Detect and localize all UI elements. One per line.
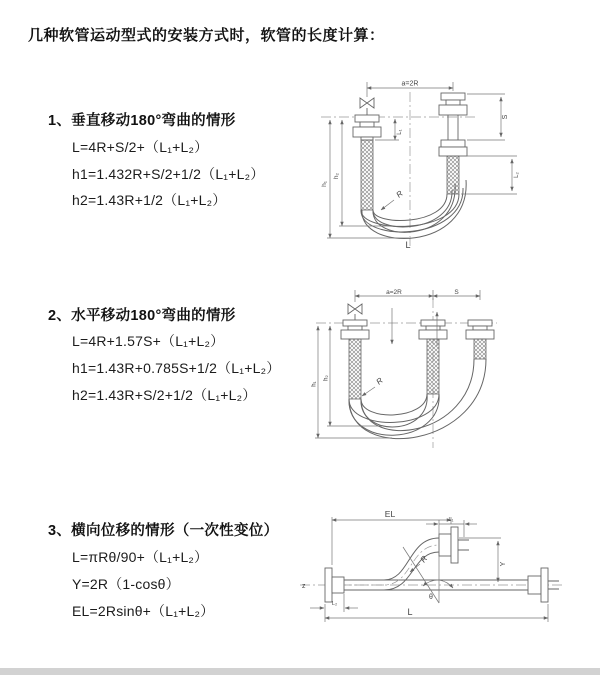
d1-length-label: L [405, 240, 411, 250]
section-3-formula-L: L=πRθ/90+（L₁+L₂） [72, 549, 209, 565]
upper-flange [439, 527, 469, 563]
d1-dim-h2-label: h₂ [333, 172, 340, 180]
braided-hose-sections [349, 339, 486, 399]
d3-dim-y-label: Y [500, 561, 507, 567]
page-bottom-border [0, 668, 600, 675]
left-pipe-fitting [353, 115, 381, 140]
d3-radius-label: R [418, 554, 430, 565]
valve-icon [360, 98, 374, 115]
section-2-formula-h1: h1=1.43R+0.785S+1/2（L₁+L₂） [72, 360, 281, 376]
d2-dim-s-label: S [454, 289, 459, 296]
d3-dim-l1-label: L₁ [448, 517, 454, 523]
d2-dim-h2-label: h₂ [323, 375, 330, 381]
dim-y [459, 538, 501, 582]
d1-dim-h1-label: h₁ [321, 181, 328, 187]
radius-leader [362, 387, 375, 396]
section-2-formula-L: L=4R+1.57S+（L₁+L₂） [72, 333, 225, 349]
d1-radius-label: R [394, 188, 405, 200]
pipe-fittings [341, 320, 494, 339]
d1-dim-a-label: a=2R [401, 80, 419, 88]
d1-dim-l2-label: L₂ [514, 172, 520, 178]
centerline-mark: z [302, 583, 306, 590]
d1-dim-l1-label: L₁ [397, 129, 403, 135]
diagram-lateral-displacement [298, 508, 593, 638]
d3-length-label: L [407, 607, 413, 617]
d2-dim-a-label: a=2R [386, 289, 402, 296]
d3-angle-label: θ [429, 594, 433, 601]
right-pipe-fitting [439, 93, 467, 156]
section-3-formula-EL: EL=2Rsinθ+（L₁+L₂） [72, 603, 215, 619]
dim-l2 [461, 156, 517, 194]
diagram-vertical-180-bend [315, 76, 530, 256]
d1-dim-s-label: S [502, 114, 509, 120]
diagram-horizontal-180-bend [312, 286, 530, 458]
d2-dim-h1-label: h₁ [311, 381, 318, 387]
section-1-heading: 1、垂直移动180°弯曲的情形 [48, 113, 236, 129]
hose-arcs [349, 359, 486, 439]
right-braided-hose [447, 156, 459, 194]
d2-radius-label: R [374, 375, 385, 387]
angle-construction [403, 520, 453, 603]
section-2-heading: 2、水平移动180°弯曲的情形 [48, 308, 236, 324]
section-1-formula-L: L=4R+S/2+（L₁+L₂） [72, 139, 209, 155]
page-title: 几种软管运动型式的安装方式时，软管的长度计算： [28, 27, 385, 44]
left-flange [325, 568, 344, 602]
dim-a2r [355, 290, 480, 302]
d3-dim-l2-label: L₂ [331, 601, 338, 607]
left-braided-hose [361, 140, 373, 210]
radius-leader [381, 200, 394, 210]
valve-icon [348, 304, 362, 320]
section-2-formula-h2: h2=1.43R+S/2+1/2（L₁+L₂） [72, 387, 257, 403]
section-1-formula-h2: h2=1.43R+1/2（L₁+L₂） [72, 192, 227, 208]
section-1-formula-h1: h1=1.432R+S/2+1/2（L₁+L₂） [72, 166, 265, 182]
d3-dim-el-label: EL [384, 509, 396, 519]
section-3-heading: 3、横向位移的情形（一次性变位） [48, 523, 279, 539]
section-3-formula-Y: Y=2R（1-cosθ） [72, 576, 180, 592]
dim-l [325, 604, 548, 622]
